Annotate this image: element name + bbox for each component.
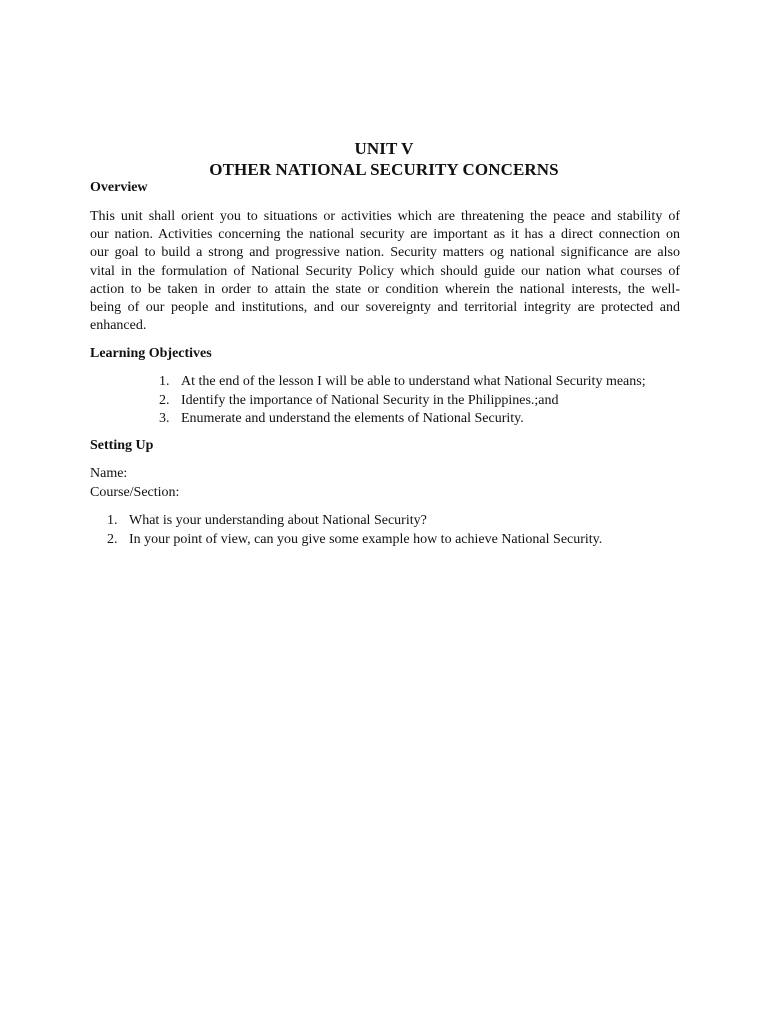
overview-line: being of our people and institutions, and our sovereignty and territorial integrity are protected and bbox=[90, 300, 680, 316]
overview-line: enhanced. bbox=[90, 318, 147, 334]
unit-title: UNIT V bbox=[354, 139, 414, 158]
list-number: 3. bbox=[159, 411, 170, 426]
list-number: 2. bbox=[107, 531, 118, 547]
overview-line: action to be taken in order to attain the state or condition wherein the national interests, the well- bbox=[90, 281, 680, 297]
learning-objectives-heading: Learning Objectives bbox=[90, 346, 212, 361]
overview-line: This unit shall orient you to situations or activities which are threatening the peace and stability of bbox=[90, 209, 680, 224]
unit-subtitle: OTHER NATIONAL SECURITY CONCERNS bbox=[209, 160, 559, 179]
course-section-label: Course/Section: bbox=[90, 485, 180, 500]
overview-line: vital in the formulation of National Security Policy which should guide our nation what courses of bbox=[90, 263, 680, 279]
list-text: Identify the importance of National Security in the Philippines.;and bbox=[181, 392, 559, 408]
list-text: At the end of the lesson I will be able to understand what National Security means; bbox=[181, 374, 646, 389]
list-text: What is your understanding about National Security? bbox=[129, 513, 427, 528]
list-text: In your point of view, can you give some example how to achieve National Security. bbox=[129, 531, 603, 547]
list-number: 2. bbox=[159, 392, 170, 408]
overview-line: our nation. Activities concerning the national security are important as it has a direct connection on bbox=[90, 227, 680, 243]
overview-paragraph bbox=[90, 208, 680, 335]
setting-up-heading: Setting Up bbox=[90, 438, 154, 453]
name-label: Name: bbox=[90, 466, 128, 481]
list-number: 1. bbox=[107, 513, 118, 528]
list-number: 1. bbox=[159, 374, 170, 389]
overview-line: our goal to build a strong and progressive nation. Security matters og national significance are also bbox=[90, 245, 680, 261]
list-text: Enumerate and understand the elements of National Security. bbox=[181, 411, 524, 426]
overview-heading: Overview bbox=[90, 180, 148, 195]
